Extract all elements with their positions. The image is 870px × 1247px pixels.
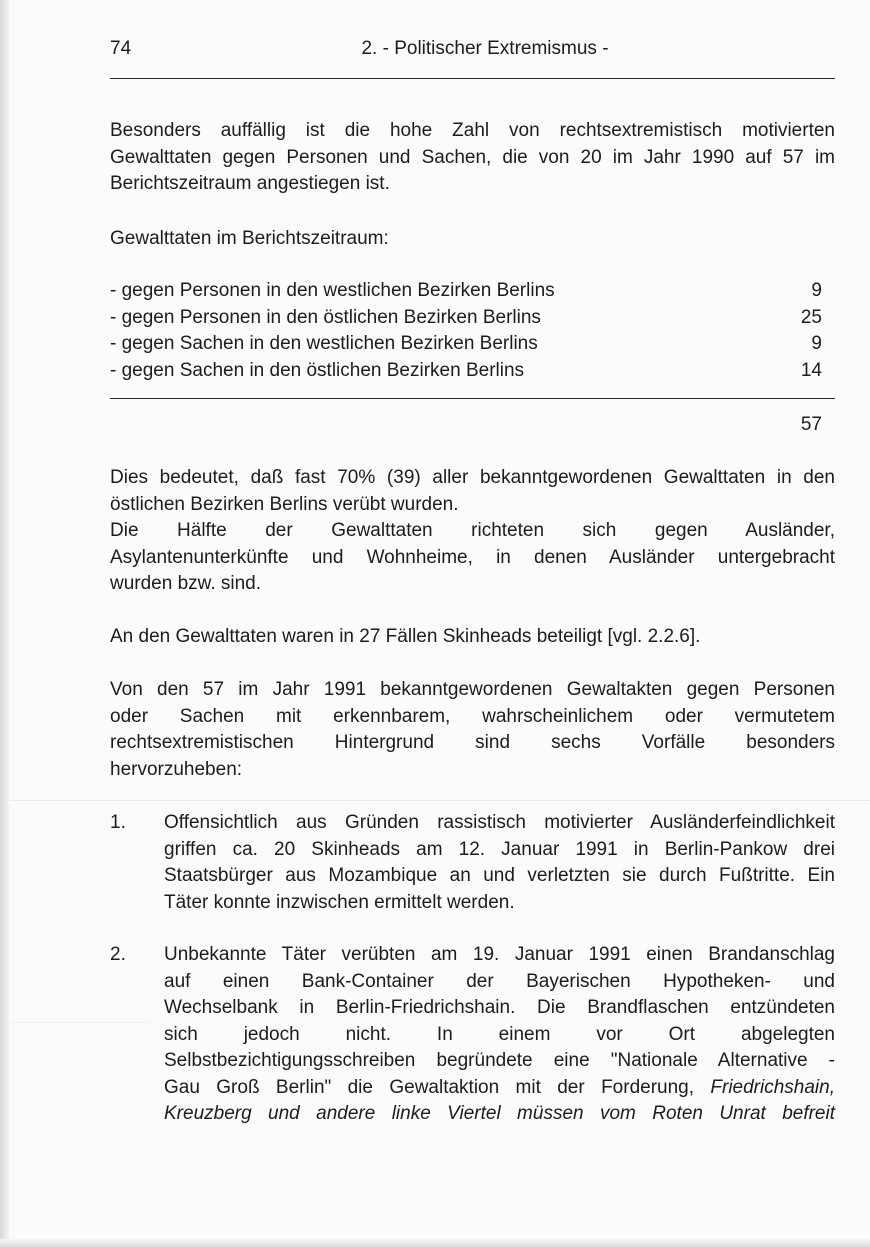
text-line: Wechselbank in Berlin-Friedrichshain. Die Brandflaschen entzündeten [164, 997, 835, 1018]
page-edge-shadow-bottom [0, 1239, 870, 1247]
scan-artifact-line [10, 800, 870, 801]
page-number: 74 [110, 38, 132, 59]
text-line: auf einen Bank-Container der Bayerischen Hypotheken- und [164, 970, 835, 992]
page-header [110, 38, 835, 64]
italic-quote-line: Kreuzberg und andere linke Viertel müssen vom Roten Unrat befreit [164, 1103, 835, 1124]
text-line: griffen ca. 20 Skinheads am 12. Januar 1991 in Berlin-Pankow drei [164, 838, 835, 860]
scan-artifact-line [10, 1022, 150, 1023]
tally-value: 14 [800, 359, 822, 381]
tally-sum-rule [110, 398, 835, 399]
tally-label: - gegen Personen in den östlichen Bezirken Berlins [110, 306, 541, 328]
skinheads-paragraph [110, 624, 835, 651]
incident-text [164, 810, 835, 916]
text-line: Offensichtlich aus Gründen rassistisch motivierter Ausländerfeindlichkeit [164, 812, 835, 833]
text-line: An den Gewalttaten waren in 27 Fällen Skinheads beteiligt [vgl. 2.2.6]. [110, 626, 701, 647]
text-line: Besonders auffällig ist die hohe Zahl von rechtsextremistisch motivierten [110, 120, 835, 141]
text-line: hervorzuheben: [110, 758, 243, 780]
text-line: Die Hälfte der Gewalttaten richteten sich gegen Ausländer, [110, 520, 835, 541]
incident-number: 1. [110, 812, 126, 833]
text-line: Gewalttaten im Berichtszeitraum: [110, 228, 389, 249]
text-line: sich jedoch nicht. In einem vor Ort abgelegten [164, 1023, 835, 1045]
meaning-paragraph [110, 465, 835, 518]
tally-row [110, 358, 822, 385]
half-paragraph [110, 518, 835, 598]
text-segment: Gau Groß Berlin" die Gewaltaktion mit der Forderung, [164, 1076, 695, 1098]
incident-number: 2. [110, 944, 126, 965]
tally-row [110, 278, 822, 305]
text-line: Berichtszeitraum angestiegen ist. [110, 173, 390, 194]
text-line: wurden bzw. sind. [110, 573, 262, 594]
intro-paragraph [110, 118, 835, 198]
header-rule [110, 78, 835, 79]
tally-value: 25 [800, 306, 822, 328]
violence-tally-list [110, 278, 822, 384]
tally-row [110, 331, 822, 358]
tally-total: 57 [800, 414, 822, 435]
text-line: Staatsbürger aus Mozambique an und verletzten sie durch Fußtritte. Ein [164, 865, 835, 886]
tally-heading [110, 226, 835, 253]
incident-text [164, 942, 835, 1128]
text-line: Gewalttaten gegen Personen und Sachen, die von 20 im Jahr 1990 auf 57 im [110, 146, 835, 168]
text-line: Selbstbezichtigungsschreiben begründete eine "Nationale Alternative - [164, 1050, 835, 1071]
running-title: 2. - Politischer Extremismus - [361, 38, 609, 59]
tally-value: 9 [811, 333, 822, 354]
text-line: Von den 57 im Jahr 1991 bekanntgewordenen Gewaltakten gegen Personen [110, 679, 835, 700]
text-line: Dies bedeutet, daß fast 70% (39) aller bekanntgewordenen Gewalttaten in den [110, 467, 835, 488]
text-line: östlichen Bezirken Berlins verübt wurden. [110, 493, 459, 515]
text-line: oder Sachen mit erkennbarem, wahrscheinlichem oder vermutetem [110, 705, 835, 727]
page-edge-shadow-left [0, 0, 9, 1247]
text-line: Täter konnte inzwischen ermittelt werden. [164, 891, 515, 913]
text-line: Asylantenunterkünfte und Wohnheime, in denen Ausländer untergebracht [110, 546, 835, 568]
tally-label: - gegen Sachen in den östlichen Bezirken Berlins [110, 359, 525, 381]
tally-label: - gegen Personen in den westlichen Bezirken Berlins [110, 280, 555, 301]
incidents-intro-paragraph [110, 677, 835, 783]
text-line [164, 1075, 835, 1102]
italic-quote: Friedrichshain, [710, 1076, 835, 1098]
tally-label: - gegen Sachen in den westlichen Bezirken Berlins [110, 333, 538, 354]
tally-row [110, 305, 822, 332]
text-line: rechtsextremistischen Hintergrund sind sechs Vorfälle besonders [110, 732, 835, 753]
text-line: Unbekannte Täter verübten am 19. Januar 1991 einen Brandanschlag [164, 944, 835, 965]
tally-value: 9 [811, 280, 822, 301]
